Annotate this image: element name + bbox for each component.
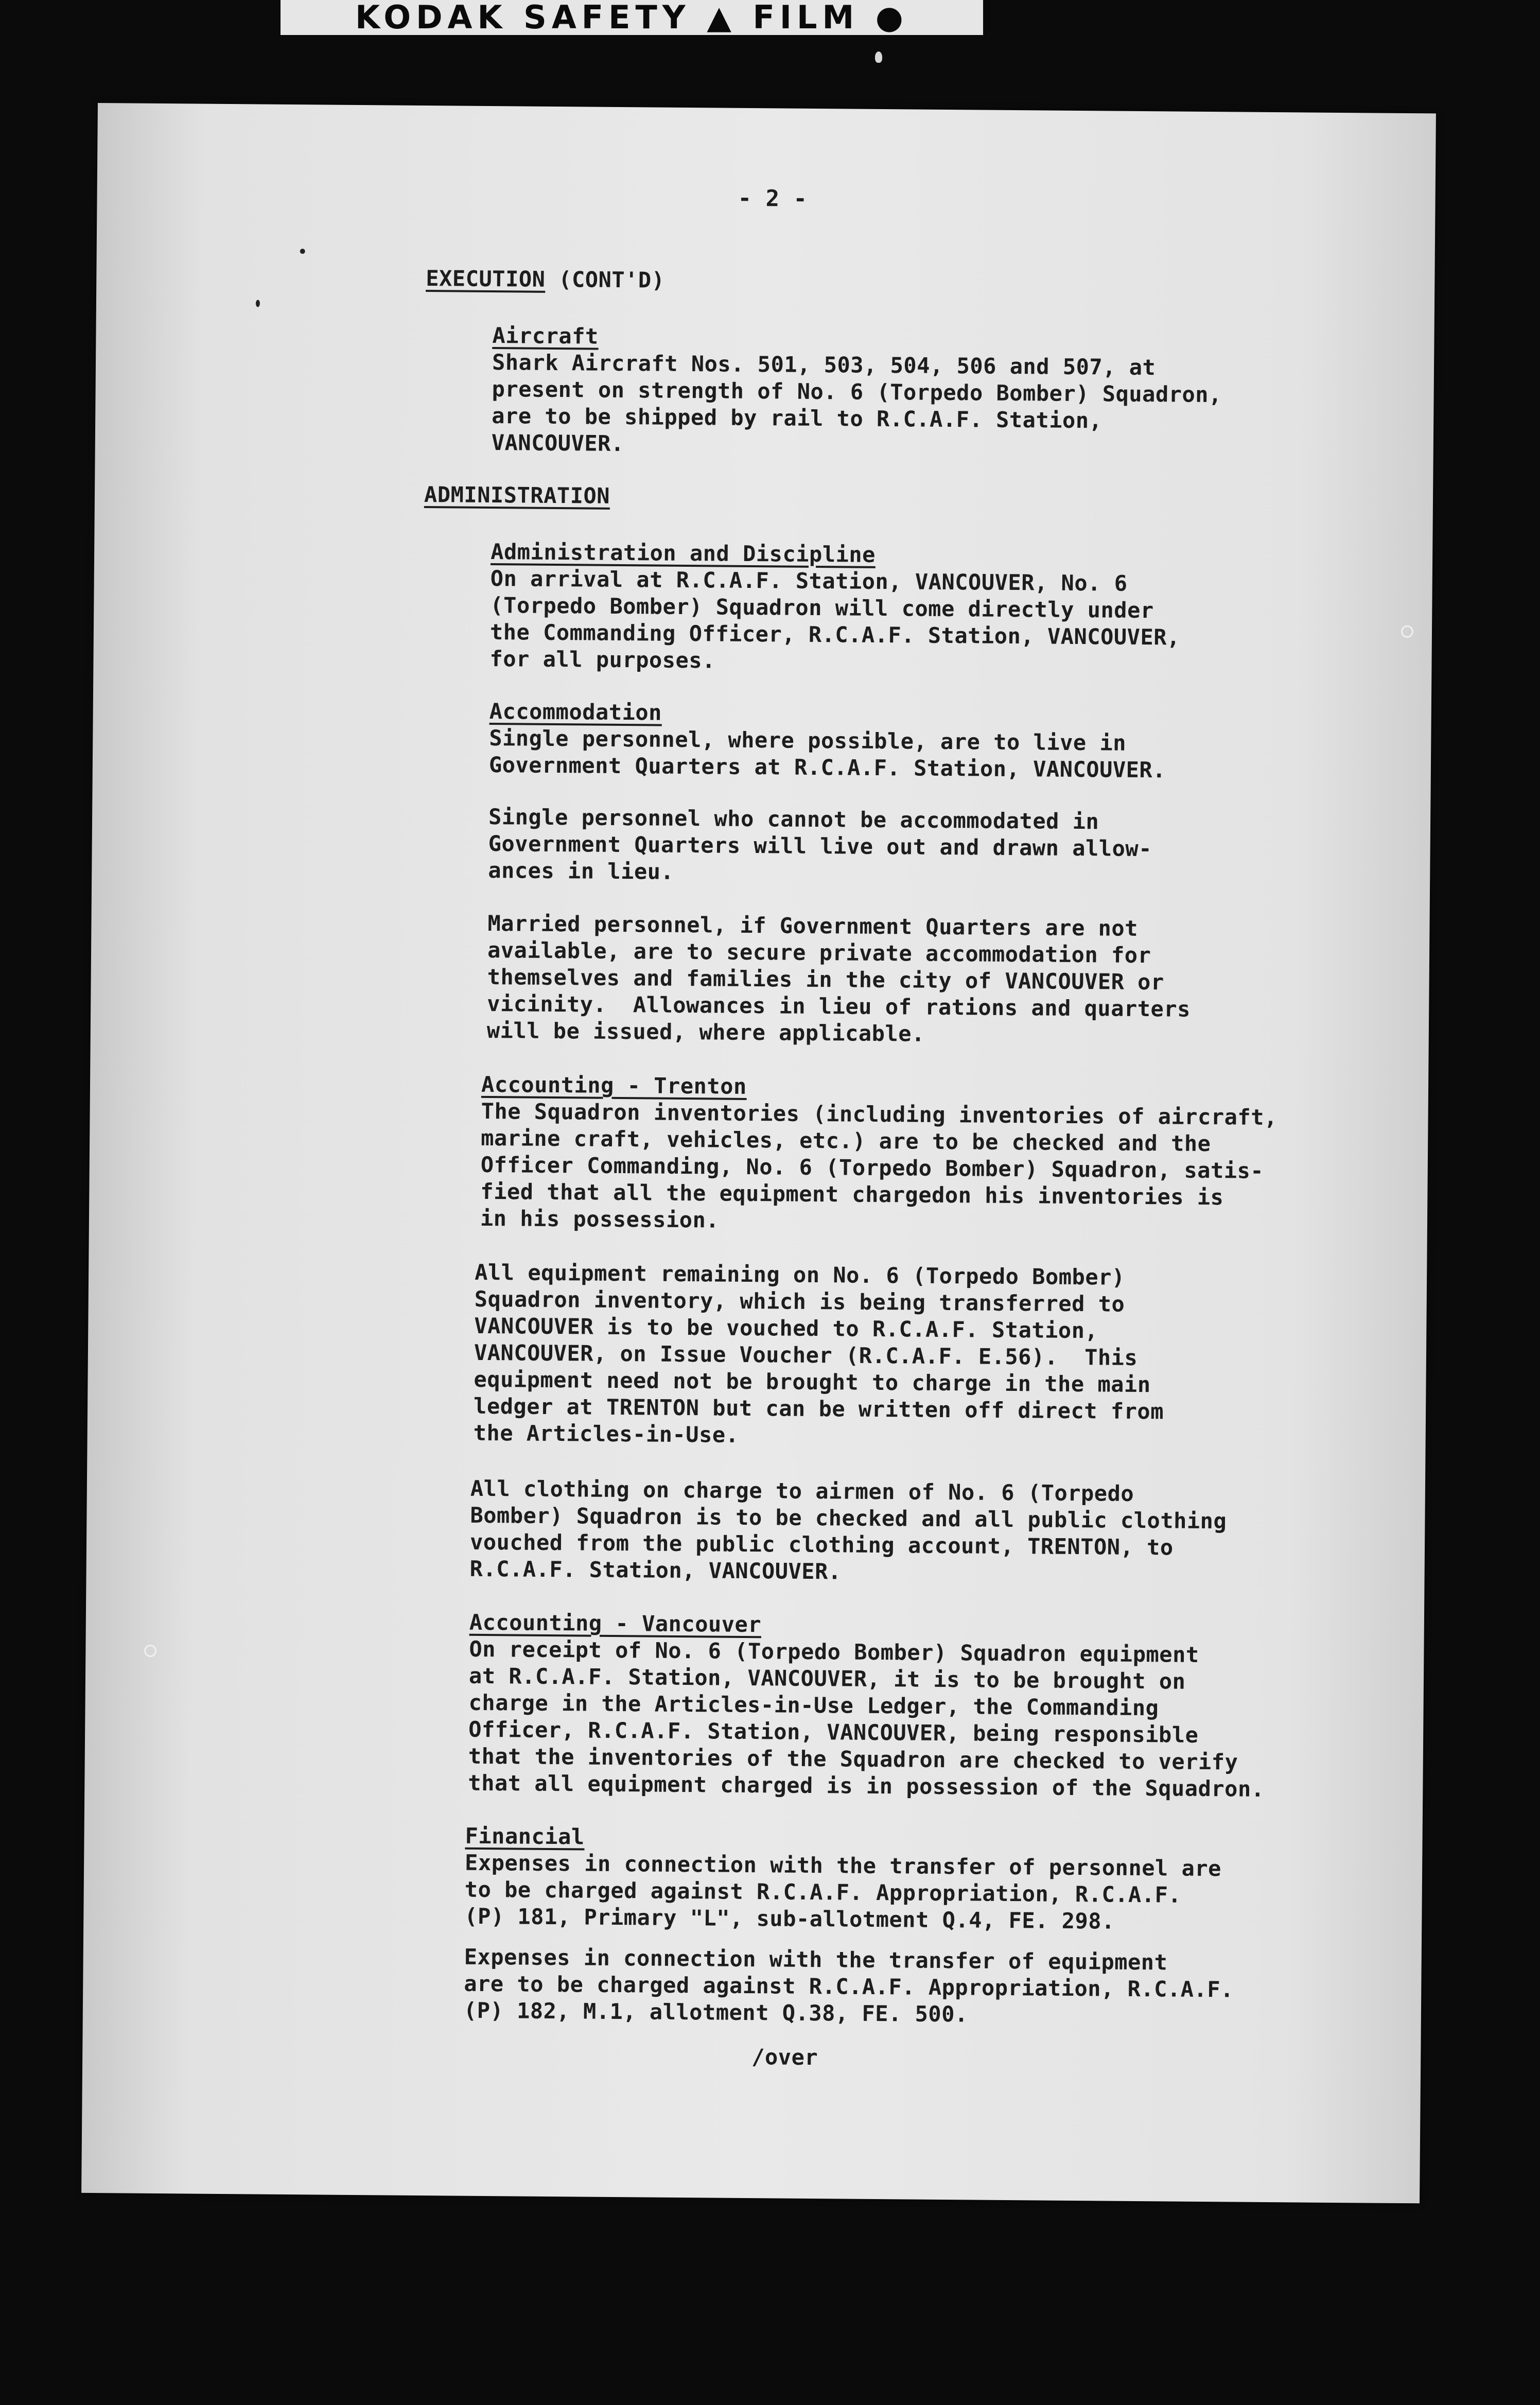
aircraft-line: Shark Aircraft Nos. 501, 503, 504, 506 and 507, at bbox=[492, 350, 1156, 380]
film-edge-header: KODAK SAFETY ▲ FILM ● bbox=[281, 0, 983, 35]
accounting-trenton-paragraph-1 bbox=[480, 1098, 1277, 1238]
accounting-trenton-line: the Articles-in-Use. bbox=[473, 1420, 739, 1448]
accommodation-line: will be issued, where applicable. bbox=[486, 1017, 925, 1047]
execution-heading-suffix: (CONT'D) bbox=[545, 266, 665, 293]
over-note: /over bbox=[751, 2044, 818, 2070]
dust-speck bbox=[256, 300, 260, 307]
aircraft-paragraph bbox=[492, 349, 1222, 462]
financial-heading: Financial bbox=[465, 1823, 585, 1850]
discipline-paragraph bbox=[489, 565, 1180, 678]
film-edge-mark bbox=[144, 1645, 156, 1657]
accounting-vancouver-line: that the inventories of the Squadron are checked to verify bbox=[468, 1743, 1238, 1775]
execution-heading: EXECUTION bbox=[426, 266, 546, 292]
accounting-trenton-line: The Squadron inventories (including inventories of aircraft, bbox=[481, 1098, 1277, 1130]
accounting-vancouver-line: at R.C.A.F. Station, VANCOUVER, it is to be brought on bbox=[468, 1663, 1186, 1694]
accounting-trenton-line: All equipment remaining on No. 6 (Torpedo Bomber) bbox=[474, 1259, 1125, 1290]
aircraft-line: VANCOUVER. bbox=[491, 430, 624, 457]
page-number: - 2 - bbox=[738, 185, 808, 212]
accommodation-heading: Accommodation bbox=[489, 699, 662, 725]
accommodation-line: Married personnel, if Government Quarters are not bbox=[487, 910, 1139, 941]
accounting-trenton-paragraph-2 bbox=[474, 1259, 1165, 1452]
accounting-trenton-line: VANCOUVER, on Issue Voucher (R.C.A.F. E.56). This bbox=[474, 1339, 1138, 1370]
financial-paragraph-2 bbox=[464, 1944, 1234, 2030]
accommodation-line: available, are to secure private accommodation for bbox=[487, 937, 1151, 968]
accounting-trenton-line: Officer Commanding, No. 6 (Torpedo Bomber) Squadron, satis- bbox=[480, 1152, 1264, 1183]
discipline-line: the Commanding Officer, R.C.A.F. Station, VANCOUVER, bbox=[489, 619, 1180, 650]
dust-speck bbox=[300, 249, 305, 254]
film-edge-mark bbox=[875, 51, 882, 63]
accounting-vancouver-paragraph bbox=[468, 1636, 1266, 1803]
accounting-trenton-line: All clothing on charge to airmen of No. 6 (Torpedo bbox=[470, 1475, 1134, 1506]
financial-line: are to be charged against R.C.A.F. Appropriation, R.C.A.F. bbox=[464, 1971, 1234, 2002]
accounting-vancouver-line: that all equipment charged is in possession of the Squadron. bbox=[468, 1770, 1265, 1802]
accounting-trenton-line: vouched from the public clothing account, TRENTON, to bbox=[469, 1529, 1174, 1560]
accounting-trenton-line: fied that all the equipment chargedon his inventories is bbox=[480, 1178, 1224, 1210]
accommodation-line: Government Quarters at R.C.A.F. Station, VANCOUVER. bbox=[488, 752, 1166, 783]
financial-line: Expenses in connection with the transfer of personnel are bbox=[464, 1850, 1222, 1881]
accommodation-paragraph-2 bbox=[488, 804, 1152, 889]
aircraft-line: present on strength of No. 6 (Torpedo Bomber) Squadron, bbox=[492, 376, 1222, 408]
accommodation-line: vicinity. Allowances in lieu of rations and quarters bbox=[487, 990, 1191, 1022]
accounting-trenton-line: Squadron inventory, which is being transferred to bbox=[474, 1286, 1125, 1317]
discipline-line: On arrival at R.C.A.F. Station, VANCOUVER, No. 6 bbox=[490, 566, 1128, 596]
accounting-vancouver-line: charge in the Articles-in-Use Ledger, the Commanding bbox=[468, 1689, 1159, 1721]
accounting-vancouver-line: On receipt of No. 6 (Torpedo Bomber) Squadron equipment bbox=[469, 1636, 1199, 1667]
accounting-trenton-line: ledger at TRENTON but can be written off direct from bbox=[473, 1393, 1164, 1424]
financial-line: to be charged against R.C.A.F. Appropriation, R.C.A.F. bbox=[464, 1876, 1182, 1908]
financial-line: (P) 182, M.1, allotment Q.38, FE. 500. bbox=[463, 1997, 968, 2027]
accommodation-line: Single personnel, where possible, are to live in bbox=[489, 725, 1127, 756]
discipline-heading: Administration and Discipline bbox=[490, 539, 876, 567]
accounting-vancouver-heading: Accounting - Vancouver bbox=[469, 1609, 762, 1637]
accounting-trenton-line: R.C.A.F. Station, VANCOUVER. bbox=[469, 1556, 842, 1584]
accommodation-paragraph-3 bbox=[487, 910, 1192, 1050]
film-edge-mark bbox=[1401, 625, 1413, 638]
accommodation-line: Government Quarters will live out and drawn allow- bbox=[488, 831, 1152, 862]
accommodation-line: themselves and families in the city of VANCOUVER or bbox=[487, 964, 1164, 995]
financial-line: (P) 181, Primary "L", sub-allotment Q.4, FE. 298. bbox=[464, 1903, 1115, 1934]
financial-paragraph-1 bbox=[464, 1850, 1221, 1936]
accounting-trenton-line: VANCOUVER is to be vouched to R.C.A.F. Station, bbox=[474, 1313, 1098, 1344]
discipline-line: for all purposes. bbox=[489, 646, 716, 673]
accommodation-paragraph-1 bbox=[489, 725, 1166, 783]
accounting-trenton-paragraph-3 bbox=[469, 1475, 1227, 1589]
discipline-line: (Torpedo Bomber) Squadron will come directly under bbox=[490, 592, 1154, 623]
accommodation-line: ances in lieu. bbox=[488, 858, 674, 884]
accounting-trenton-line: marine craft, vehicles, etc.) are to be checked and the bbox=[481, 1125, 1211, 1157]
accounting-trenton-line: in his possession. bbox=[480, 1205, 720, 1233]
accounting-trenton-heading: Accounting - Trenton bbox=[481, 1071, 747, 1099]
accommodation-line: Single personnel who cannot be accommodated in bbox=[488, 804, 1099, 834]
execution-heading-row bbox=[426, 265, 665, 294]
document-page bbox=[81, 103, 1436, 2203]
financial-line: Expenses in connection with the transfer of equipment bbox=[464, 1944, 1168, 1975]
accounting-trenton-line: equipment need not be brought to charge in the main bbox=[474, 1366, 1151, 1398]
accounting-trenton-line: Bomber) Squadron is to be checked and all public clothing bbox=[470, 1502, 1227, 1534]
aircraft-heading: Aircraft bbox=[492, 323, 599, 349]
aircraft-line: are to be shipped by rail to R.C.A.F. Station, bbox=[492, 403, 1102, 433]
accounting-vancouver-line: Officer, R.C.A.F. Station, VANCOUVER, being responsible bbox=[468, 1716, 1199, 1748]
administration-heading: ADMINISTRATION bbox=[424, 482, 610, 509]
